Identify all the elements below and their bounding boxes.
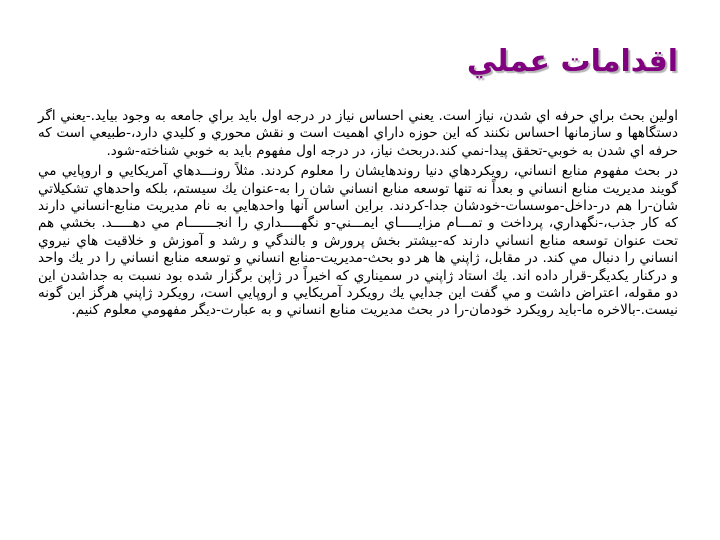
slide-title: اقدامات عملي [466, 44, 678, 79]
slide-body [38, 108, 678, 323]
paragraph-text: بخشي هم تحت عنوان توسعه منابع انساني دارند كه-بيشتر بخش پرورش و بالندگي و رشد و آموزش و خلاقيت هاي نيروي انساني را دنبال مي كند. در مقابل، ژاپني ها هر دو بحث-مديريت-منابع انساني و توسعه منابع انساني را در يك واحد و دركنار يكديگر-قرار داده اند. يك استاد ژاپني در سميناري كه اخيراً در ژاپن برگزار شده بود نسبت به جداشدن اين دو مقوله، اعتراض داشت و مي گفت اين جدايي يك رويكرد آمريكايي و اروپايي است، رويكرد ژاپني هرگز اين گونه نيست.-بالاخره ما-بايد رويكرد خودمان-را در بحث مديريت منابع انساني و به عبارت-ديگر مفهومي معلوم كنيم. [38, 215, 678, 319]
paragraph-hr-concept [38, 163, 678, 320]
paragraph-text: در بحث مفهوم منابع انساني، رويكردهاي دنيا روندهايشان را معلوم كردند. مثلاً رونـــدهاي آمريكايي و اروپايي مي گويند مديريت منابع انساني و بعداً نه تنها توسعه منابع انساني شان را به-عنوان يك سيستم، بلكه واحدهاي تشكيلاتي شان-را هم در-داخل-موسسات-خودشان جدا-كردند. براين اساس آنها واحدهايي به نام مديريت منابع-انساني دارند كه كار جذب،-نگهداري، پرداخت و تمـــام مزايـــــاي ايمـــني-و نگهـــــداري را انجـــــــام مي دهـــــد. [38, 163, 678, 232]
paragraph-text: اولين بحث براي حرفه اي شدن، نياز است. يعني احساس نياز در درجه اول بايد براي جامعه به وجود بيايد.-يعني اگر دستگاهها و سازمانها احساس نكنند كه اين حوزه داراي اهميت است و نقش محوري و كليدي دارد،-طبيعي است كه حرفه اي شدن به خوبي-تحقق پيدا-نمي كند.دربحث نياز، در درجه اول مفهوم بايد به خوبي شناخته-شود. [38, 108, 678, 159]
paragraph-need [38, 108, 678, 160]
